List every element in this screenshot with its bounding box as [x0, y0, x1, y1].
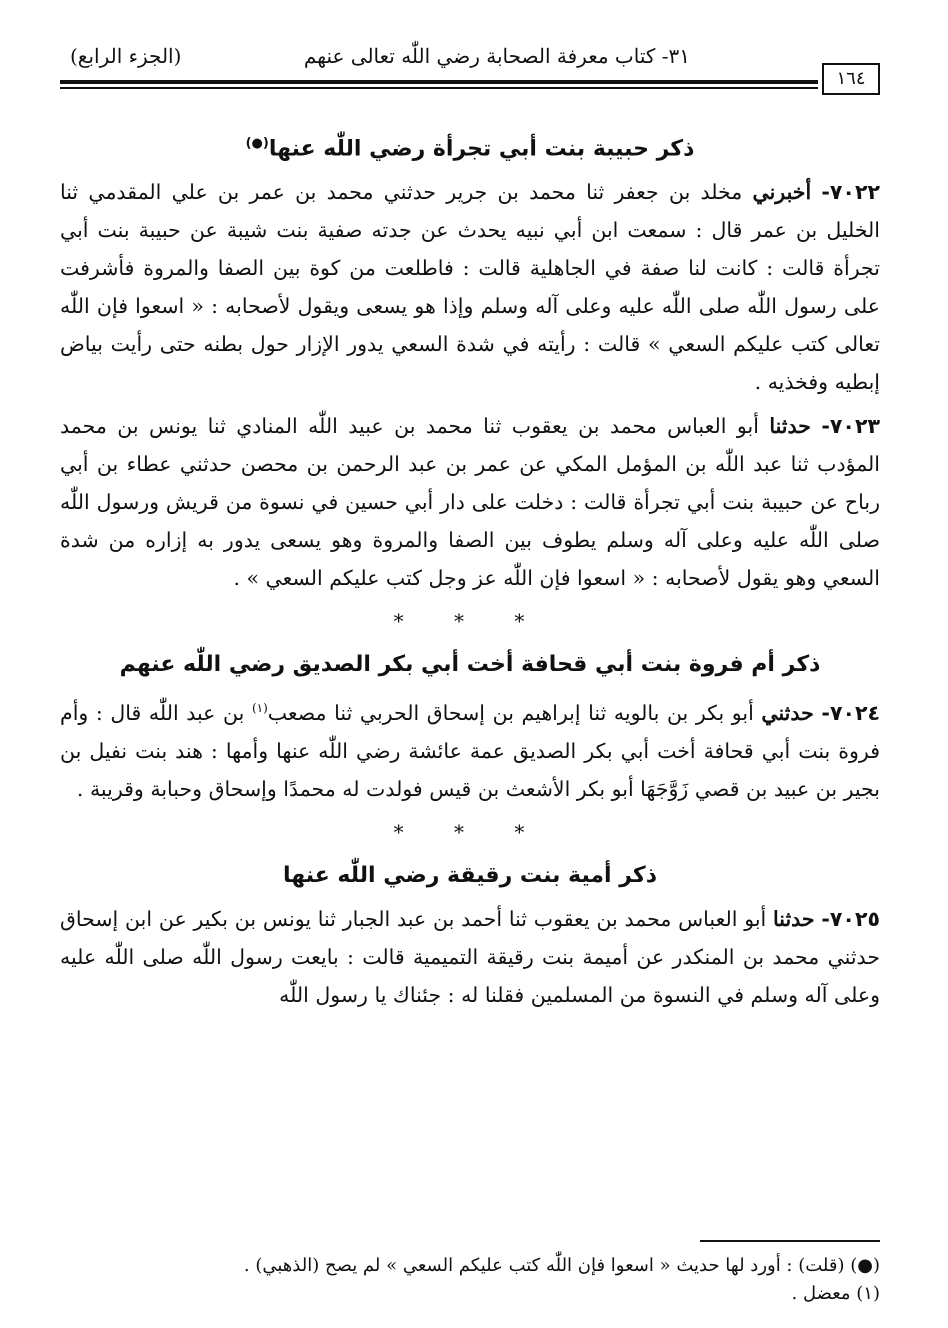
main-text	[60, 118, 880, 1020]
book-page	[60, 30, 880, 1320]
hadith-entry	[60, 407, 880, 597]
book-title: ٣١- كتاب معرفة الصحابة رضي اللّٰه تعالى عنهم	[303, 44, 690, 68]
section-separator: * * *	[393, 820, 547, 845]
running-header	[60, 38, 880, 74]
hadith-entry	[60, 900, 880, 1014]
heading-footnote-mark: (●)	[245, 136, 269, 151]
footnote-mark: (١)	[856, 1283, 880, 1304]
section-heading: ذكر أم فروة بنت أبي قحافة أخت أبي بكر الصديق رضي اللّٰه عنهم	[119, 652, 821, 678]
section-heading: ذكر حبيبة بنت أبي تجرأة رضي اللّٰه عنها(●)	[245, 136, 695, 162]
hadith-lead: حدثني	[761, 701, 814, 726]
hadith-text: مخلد بن جعفر ثنا محمد بن جرير حدثني محمد بن عمر بن علي المقدمي ثنا الخليل بن عمر قال : سمعت ابن أبي نبيه يحدث عن جدته صفية بنت شيبة عن حبيبة بنت أبي تجرأة قالت : كانت لنا صفة في الجاهلية قالت : فاطلعت من كوة بين الصفا والمروة فأشرفت على رسول اللّٰه صلى اللّٰه عليه وعلى آله وسلم وإذا هو يسعى ويقول لأصحابه : « اسعوا فإن اللّٰه تعالى كتب عليكم السعي » قالت : رأيته في شدة السعي يدور الإزار حول بطنه حتى رأيت بياض إبطيه وفخذيه .	[60, 180, 880, 395]
footnote	[60, 1252, 880, 1280]
hadith-lead: حدثنا	[773, 907, 815, 932]
hadith-text: أبو بكر بن بالويه ثنا إبراهيم بن إسحاق الحربي ثنا مصعب	[267, 701, 754, 726]
hadith-entry	[60, 689, 880, 808]
footnote-text: (قلت) : أورد لها حديث « اسعوا فإن اللّٰه كتب عليكم السعي » لم يصح (الذهبي) .	[243, 1255, 845, 1276]
hadith-number: ٧٠٢٣-	[821, 414, 880, 439]
hadith-lead: حدثنا	[769, 414, 811, 439]
hadith-text: بن عبد اللّٰه قال : وأم فروة بنت أبي قحافة أخت أبي بكر الصديق عمة عائشة رضي اللّٰه عنها وأمها : هند بنت نفيل بن بجير بن عبيد بن قصي زَوَّجَهَا أبو بكر الأشعث بن قيس فولدت له محمدًا وإسحاق وحبابة وقريبة .	[60, 701, 880, 802]
hadith-entry	[60, 173, 880, 401]
footnotes	[60, 1252, 880, 1308]
footnote-rule	[700, 1240, 880, 1242]
volume-label: (الجزء الرابع)	[70, 44, 182, 68]
hadith-text: أبو العباس محمد بن يعقوب ثنا محمد بن عبيد اللّٰه المنادي ثنا يونس بن محمد المؤدب ثنا عبد اللّٰه بن المؤمل المكي عن عمر بن عبد الرحمن بن محصن حدثني عطاء بن أبي رباح عن حبيبة بنت أبي تجرأة قالت : دخلت على دار أبي حسين في نسوة من قريش ورسول اللّٰه صلى اللّٰه عليه وعلى آله وسلم يطوف بين الصفا والمروة وهو يسعى يدور به إزاره من شدة السعي وهو يقول لأصحابه : « اسعوا فإن اللّٰه عز وجل كتب عليكم السعي » .	[60, 414, 880, 591]
hadith-number: ٧٠٢٥-	[821, 907, 880, 932]
footnote-text: معضل .	[791, 1283, 851, 1304]
hadith-number: ٧٠٢٢-	[821, 180, 880, 205]
header-rule-thin	[60, 87, 818, 89]
hadith-text: أبو العباس محمد بن يعقوب ثنا أحمد بن عبد الجبار ثنا يونس بن بكير عن ابن إسحاق حدثني محمد بن المنكدر عن أميمة بنت رقيقة التميمية قالت : بايعت رسول اللّٰه صلى اللّٰه عليه وعلى آله وسلم في النسوة من المسلمين فقلنا له : جئناك يا رسول اللّٰه	[60, 907, 880, 1008]
hadith-lead: أخبرني	[752, 180, 812, 205]
footnote	[60, 1280, 880, 1308]
section-separator: * * *	[393, 609, 547, 634]
section-heading: ذكر أمية بنت رقيقة رضي اللّٰه عنها	[282, 863, 658, 889]
page-number: ١٦٤	[822, 63, 880, 95]
footnote-ref: (١)	[251, 701, 268, 716]
hadith-number: ٧٠٢٤-	[821, 701, 880, 726]
footnote-mark: (●)	[850, 1255, 880, 1276]
header-rule	[60, 80, 818, 84]
